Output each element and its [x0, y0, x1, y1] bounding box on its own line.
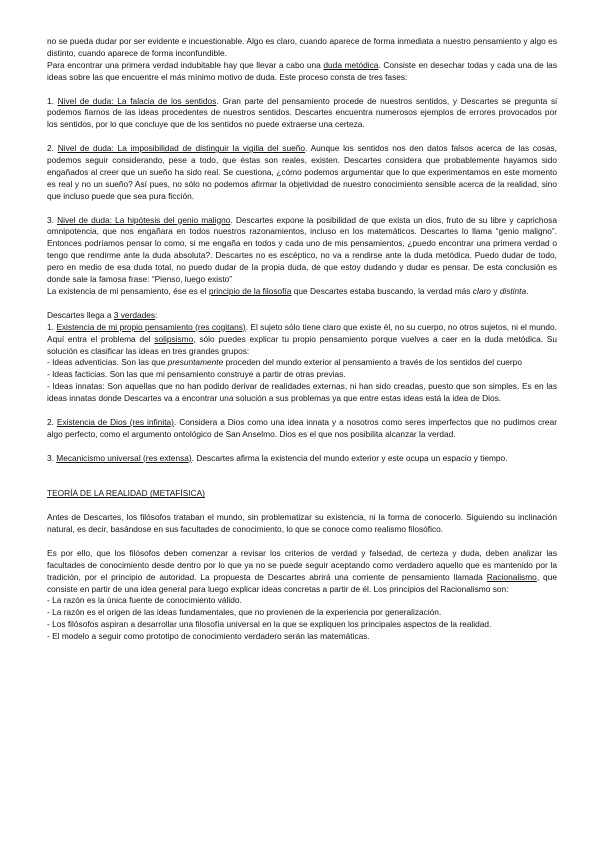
teoria-text-1: Antes de Descartes, los filósofos trataban el mundo, sin problematizar su existencia, ni la forma de conocerlo. Siguiendo su inclinación natural, es decir, basándose en sus facultades de conocimiento, lo que se conoce como realismo filosófico.: [47, 512, 557, 535]
ideas-adventicias-b: proceden del mundo exterior al pensamiento a través de los sentidos del cuerpo: [223, 357, 522, 368]
solipsismo-term: solipsismo: [154, 333, 194, 344]
ideas-facticias-text: - Ideas facticias. Son las que mi pensamiento construye a partir de otras previas.: [47, 369, 346, 380]
verdad-3-body: . Descartes afirma la existencia del mundo exterior y este ocupa un espacio y tiempo.: [191, 452, 508, 463]
principio-filosofia-term: principio de la filosofía: [208, 285, 292, 296]
principio-item: [47, 619, 557, 631]
fase-2-body: . Aunque los sentidos nos den datos falsos acerca de las cosas, podemos seguir considerando, pese a todo, que éstas son reales, existen. Descartes considera que probablemente hayamos sido engañados al creer que un sueño ha sido real. Se cuestiona, ¿cómo podemos argumentar que lo que experimentamos en este momento es real y no un sueño? Así pues, no sólo no podemos afirmar la objetividad de nuestro conocimiento sensible acerca de la realidad, sino que incluso puede que sea pura ficción.: [47, 143, 557, 201]
verdades-intro: [47, 310, 557, 322]
tres-verdades-term: 3 verdades: [113, 309, 156, 320]
ideas-facticias: [47, 369, 557, 381]
principio-item: [47, 607, 557, 619]
document-page: [47, 36, 557, 643]
intro-paragraph-2: [47, 60, 557, 84]
fase-2-heading: Nivel de duda: La imposibilidad de distinguir la vigilia del sueño: [57, 143, 306, 154]
ideas-adventicias: [47, 357, 557, 369]
teoria-paragraph-1: [47, 512, 557, 536]
fase-3: [47, 215, 557, 286]
verdad-2-body: . Considera a Dios como una idea innata y a nosotros como seres imperfectos que no pudimos crear algo perfecto, como el argumento ontológico de San Anselmo. Dios es el que nos posibilita alcanzar la verdad.: [47, 416, 557, 439]
verdad-3-heading: Mecanicismo universal (res extensa): [56, 452, 192, 463]
fase-3-conclusion-a: La existencia de mi pensamiento, ése es el: [47, 285, 209, 296]
fase-1-heading: Nivel de duda: La falacia de los sentidos: [57, 95, 217, 106]
ideas-adventicias-a: - Ideas adventicias. Son las que: [47, 357, 168, 368]
verdad-1: [47, 322, 557, 358]
teoria-text-2a: Es por ello, que los filósofos deben comenzar a revisar los criterios de verdad y falsedad, de certeza y duda, deben analizar las facultades de conocimiento desde dentro por lo que ya no se puede seguir aceptando como verdadero aquello que es mantenido por la tradición, por el principio de autoridad. La propuesta de Descartes abrirá una corriente de pensamiento llamada: [47, 547, 557, 582]
ideas-innatas-text: - Ideas innatas: Son aquellas que no han podido derivar de realidades externas, ni han sido creadas, puesto que son simples. Es en las ideas innatas donde Descartes va a encontrar una solución a sus problemas ya que entre estas ideas está la idea de Dios.: [47, 381, 557, 404]
verdad-1-number: 1.: [47, 321, 57, 332]
intro-text-2b: . Consiste en desechar todas y cada una de las ideas sobre las que encuentre el más mínimo motivo de duda. Este proceso consta de tres fases:: [47, 59, 557, 82]
fase-1-number: 1.: [47, 95, 58, 106]
verdad-1-body-a: . El sujeto sólo tiene claro que existe él, no su cuerpo, no otros sujetos, ni el mundo. Aquí entra el problema del: [47, 321, 557, 344]
principio-4: - El modelo a seguir como prototipo de conocimiento verdadero serán las matemáticas.: [47, 631, 370, 642]
verdades-intro-b: :: [155, 309, 158, 320]
principio-item: [47, 595, 557, 607]
verdad-2: [47, 417, 557, 441]
fase-3-conclusion-d: .: [526, 285, 529, 296]
duda-metodica-term: duda metódica: [323, 59, 379, 70]
fase-3-conclusion-b: que Descartes estaba buscando, la verdad más: [291, 285, 473, 296]
fase-1: [47, 96, 557, 132]
fase-1-body: . Gran parte del pensamiento procede de nuestros sentidos, y Descartes se pregunta si podemos fiarnos de las ideas procedentes de nuestros sentidos. Descartes encuentra numerosos ejemplos de errores provocados por los sentidos, por lo que concluye que de los sentidos no puede extraerse una certeza.: [47, 95, 557, 130]
verdad-1-body-b: , sólo puedes explicar tu propio pensamiento porque vuelves a caer en la duda metódica. Su solución es clasificar las ideas en tres grandes grupos:: [47, 333, 558, 356]
fase-3-conclusion: [47, 286, 557, 298]
principio-item: [47, 631, 557, 643]
fase-3-conclusion-c: y: [490, 285, 500, 296]
fase-3-body: . Descartes expone la posibilidad de que exista un dios, fruto de su libre y caprichosa omnipotencia, que nos engañara en todos nuestros razonamientos, incluso en los matemáticos. Descartes lo llama “genio maligno”. Entonces podríamos pensar lo como, si me engaña en todos y cada uno de mis pensamientos, ¿puedo encontrar una primera verdad o tengo que rendirme ante la duda absoluta?. Descartes no es escéptico, no va a rendirse ante la duda metódica. Puedo dudar de todo, pero en medio de esa duda total, no puedo dudar de la propia duda, de que estoy dudando y dudar es pensar. De esta conclusión es donde sale la famosa frase: “Pienso, luego existo”: [47, 214, 557, 285]
intro-text-1: no se pueda dudar por ser evidente e incuestionable. Algo es claro, cuando aparece de forma inmediata a nuestro pensamiento y algo es distinto, cuando aparece de forma inconfundible.: [47, 36, 557, 58]
verdad-2-heading: Existencia de Dios (res infinita): [56, 416, 174, 427]
verdades-intro-a: Descartes llega a: [47, 309, 114, 320]
verdad-2-number: 2.: [47, 416, 57, 427]
fase-2-number: 2.: [47, 143, 58, 154]
distinta-term: distinta: [499, 285, 527, 296]
principio-3: - Los filósofos aspiran a desarrollar una filosofía universal en la que se expliquen los principales aspectos de la realidad.: [47, 619, 492, 630]
racionalismo-term: Racionalismo: [486, 571, 537, 582]
fase-3-heading: Nivel de duda: La hipótesis del genio maligno: [57, 214, 231, 225]
ideas-innatas: [47, 381, 557, 405]
verdad-3: [47, 453, 557, 465]
verdad-1-heading: Existencia de mi propio pensamiento (res cogitans): [56, 321, 246, 332]
fase-2: [47, 143, 557, 203]
teoria-text-2b: , que consiste en partir de una idea general para luego explicar ideas concretas a partir de él. Los principios del Racionalismo son:: [47, 571, 557, 594]
principio-1: - La razón es la única fuente de conocimiento válido.: [47, 595, 242, 606]
intro-paragraph-1: [47, 36, 557, 60]
teoria-title: TEORÍA DE LA REALIDAD (METAFÍSICA): [47, 488, 205, 499]
teoria-paragraph-2: [47, 548, 557, 596]
principio-2: - La razón es el origen de las ideas fundamentales, que no provienen de la experiencia por generalización.: [47, 607, 442, 618]
fase-3-number: 3.: [47, 214, 58, 225]
claro-term: claro: [472, 285, 491, 296]
verdad-3-number: 3.: [47, 452, 57, 463]
presuntamente-term: presuntamente: [167, 357, 224, 368]
section-title: [47, 488, 557, 500]
intro-text-2a: Para encontrar una primera verdad indubitable hay que llevar a cabo una: [47, 59, 324, 70]
